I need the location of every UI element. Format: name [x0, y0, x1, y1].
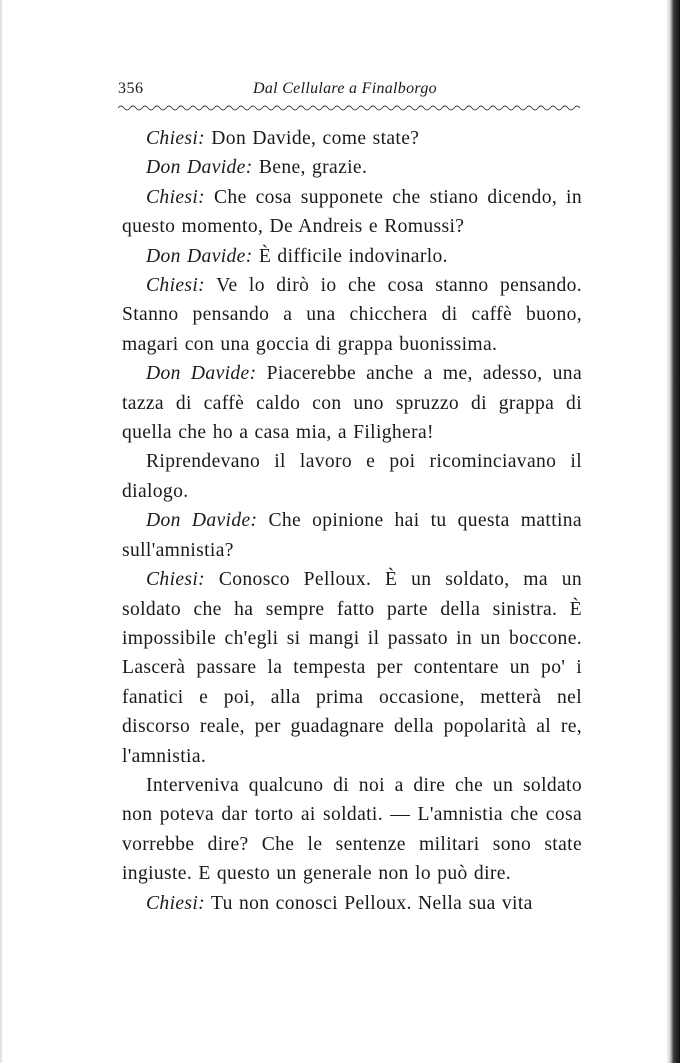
scan-binding-edge [666, 0, 680, 1063]
paragraph-text: Tu non conosci Pelloux. Nella sua vita [205, 892, 533, 914]
paragraph-text: Che opinione hai tu questa mattina sull'amnistia? [122, 510, 582, 561]
speaker-label: Chiesi: [146, 569, 206, 591]
speaker-label: Chiesi: [146, 275, 206, 297]
paragraph-text: Piacerebbe anche a me, adesso, una tazza di caffè caldo con uno spruzzo di grappa di quella che ho a casa mia, a Filighera! [122, 363, 582, 444]
paragraph-7 [122, 447, 582, 506]
speaker-label: Don Davide: [146, 510, 258, 532]
paragraph-6 [122, 359, 582, 447]
paragraph-8 [122, 506, 582, 565]
paragraph-text: Che cosa supponete che stiano dicendo, in questo momento, De Andreis e Romussi? [122, 186, 582, 238]
page-header [118, 80, 584, 102]
paragraph-1 [122, 124, 582, 153]
paragraph-text: Bene, grazie. [252, 157, 368, 179]
page-number: 356 [118, 80, 144, 97]
paragraph-10 [122, 771, 582, 889]
paragraph-3 [122, 183, 582, 242]
body-text [122, 124, 582, 918]
speaker-label: Chiesi: [146, 892, 206, 914]
paragraph-text: Ve lo dirò io che cosa stanno pensando. Stanno pensando a una chicchera di caffè buono, magari con una goccia di grappa buonissima. [122, 275, 582, 355]
speaker-label: Don Davide: [146, 157, 253, 179]
speaker-label: Don Davide: [146, 363, 257, 385]
scan-left-edge [0, 0, 3, 1063]
paragraph-2 [122, 153, 582, 182]
wavy-rule-ornament [118, 104, 582, 114]
speaker-label: Chiesi: [146, 186, 206, 208]
speaker-label: Don Davide: [146, 245, 253, 267]
paragraph-text: Riprendevano il lavoro e poi ricominciavano il dialogo. [122, 451, 582, 502]
paragraph-9 [122, 565, 582, 771]
paragraph-text: Interveniva qualcuno di noi a dire che un soldato non poteva dar torto ai soldati. — L'amnistia che cosa vorrebbe dire? Che le sentenze militari sono state ingiuste. E questo un generale non lo può dire. [122, 774, 582, 885]
paragraph-text: Conosco Pelloux. È un soldato, ma un soldato che ha sempre fatto parte della sinistra. È impossibile ch'egli si mangi il passato in un boccone. Lascerà passare la tempesta per contentare un po' i fanatici e poi, alla prima occasione, metterà nel discorso reale, per guadagnare della popolarità al re, l'amnistia. [122, 569, 582, 767]
running-title: Dal Cellulare a Finalborgo [253, 80, 437, 97]
paragraph-text: È difficile indovinarlo. [252, 245, 448, 267]
paragraph-4 [122, 242, 582, 271]
paragraph-text: Don Davide, come state? [205, 128, 420, 149]
speaker-label: Chiesi: [146, 128, 206, 149]
paragraph-11 [122, 889, 582, 918]
paragraph-5 [122, 271, 582, 359]
